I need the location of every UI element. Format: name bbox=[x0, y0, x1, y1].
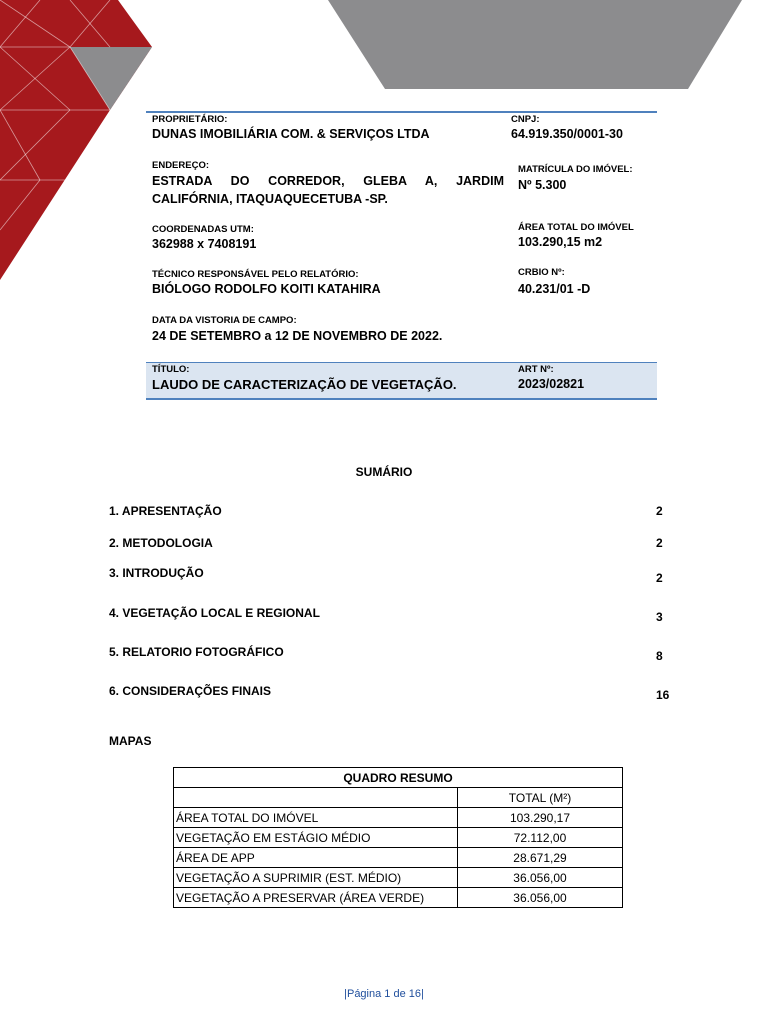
area-label: ÁREA TOTAL DO IMÓVEL bbox=[518, 222, 634, 233]
row-label: ÁREA DE APP bbox=[174, 848, 458, 868]
technician-label: TÉCNICO RESPONSÁVEL PELO RELATÓRIO: bbox=[152, 269, 359, 280]
visit-date-value: 24 DE SETEMBRO a 12 DE NOVEMBRO DE 2022. bbox=[152, 329, 443, 343]
row-value: 28.671,29 bbox=[458, 848, 623, 868]
toc-title: SUMÁRIO bbox=[355, 465, 413, 479]
red-triangle-pattern bbox=[0, 0, 152, 280]
address-value: ESTRADA DO CORREDOR, GLEBA A, JARDIM CALIFÓRNIA, ITAQUAQUECETUBA -SP. bbox=[152, 174, 504, 206]
technician-value: BIÓLOGO RODOLFO KOITI KATAHIRA bbox=[152, 282, 381, 296]
row-label: VEGETAÇÃO A SUPRIMIR (EST. MÉDIO) bbox=[174, 868, 458, 888]
gray-banner-shape bbox=[328, 0, 742, 89]
toc-item-page: 8 bbox=[656, 649, 663, 663]
address-label: ENDEREÇO: bbox=[152, 160, 210, 171]
cnpj-value: 64.919.350/0001-30 bbox=[511, 127, 623, 141]
row-label: VEGETAÇÃO EM ESTÁGIO MÉDIO bbox=[174, 828, 458, 848]
table-row bbox=[174, 808, 623, 828]
toc-item-page: 2 bbox=[656, 504, 663, 518]
row-label: ÁREA TOTAL DO IMÓVEL bbox=[174, 808, 458, 828]
toc-item-label: 1. APRESENTAÇÃO bbox=[109, 504, 222, 518]
toc-item-label: 3. INTRODUÇÃO bbox=[109, 566, 204, 580]
table-row bbox=[174, 848, 623, 868]
art-value: 2023/02821 bbox=[518, 377, 585, 391]
table-row bbox=[174, 788, 623, 808]
table-row bbox=[174, 888, 623, 908]
table-row bbox=[174, 868, 623, 888]
row-value: 36.056,00 bbox=[458, 888, 623, 908]
row-label: VEGETAÇÃO A PRESERVAR (ÁREA VERDE) bbox=[174, 888, 458, 908]
crbio-value: 40.231/01 -D bbox=[518, 282, 591, 296]
owner-label: PROPRIETÁRIO: bbox=[152, 114, 228, 125]
page-number: |Página 1 de 16| bbox=[344, 988, 424, 1000]
toc-item-label: 4. VEGETAÇÃO LOCAL E REGIONAL bbox=[109, 606, 320, 620]
table-row bbox=[174, 768, 623, 788]
maps-heading: MAPAS bbox=[109, 734, 152, 748]
summary-table-title: QUADRO RESUMO bbox=[174, 768, 623, 788]
crbio-label: CRBIO Nº: bbox=[518, 267, 565, 278]
table-cell bbox=[174, 788, 458, 808]
art-label: ART Nº: bbox=[518, 364, 554, 375]
owner-value: DUNAS IMOBILIÁRIA COM. & SERVIÇOS LTDA bbox=[152, 127, 430, 141]
toc-item-label: 2. METODOLOGIA bbox=[109, 536, 213, 550]
summary-table bbox=[173, 767, 623, 908]
toc-item-page: 16 bbox=[656, 688, 670, 702]
toc-item-page: 2 bbox=[656, 571, 663, 585]
row-value: 103.290,17 bbox=[458, 808, 623, 828]
visit-date-label: DATA DA VISTORIA DE CAMPO: bbox=[152, 315, 297, 326]
top-rule bbox=[146, 111, 657, 113]
toc-item-label: 5. RELATORIO FOTOGRÁFICO bbox=[109, 645, 284, 659]
cnpj-label: CNPJ: bbox=[511, 114, 540, 125]
title-value: LAUDO DE CARACTERIZAÇÃO DE VEGETAÇÃO. bbox=[152, 377, 457, 392]
row-value: 36.056,00 bbox=[458, 868, 623, 888]
row-value: 72.112,00 bbox=[458, 828, 623, 848]
utm-value: 362988 x 7408191 bbox=[152, 237, 257, 251]
utm-label: COORDENADAS UTM: bbox=[152, 224, 254, 235]
column-header: TOTAL (M²) bbox=[458, 788, 623, 808]
area-value: 103.290,15 m2 bbox=[518, 235, 603, 249]
table-row bbox=[174, 828, 623, 848]
toc-item-label: 6. CONSIDERAÇÕES FINAIS bbox=[109, 684, 272, 698]
registration-label: MATRÍCULA DO IMÓVEL: bbox=[518, 164, 633, 175]
title-label: TÍTULO: bbox=[152, 364, 190, 375]
toc-item-page: 2 bbox=[656, 536, 663, 550]
registration-value: Nº 5.300 bbox=[518, 178, 567, 192]
title-bottom-rule bbox=[146, 398, 657, 400]
toc-item-page: 3 bbox=[656, 610, 663, 624]
